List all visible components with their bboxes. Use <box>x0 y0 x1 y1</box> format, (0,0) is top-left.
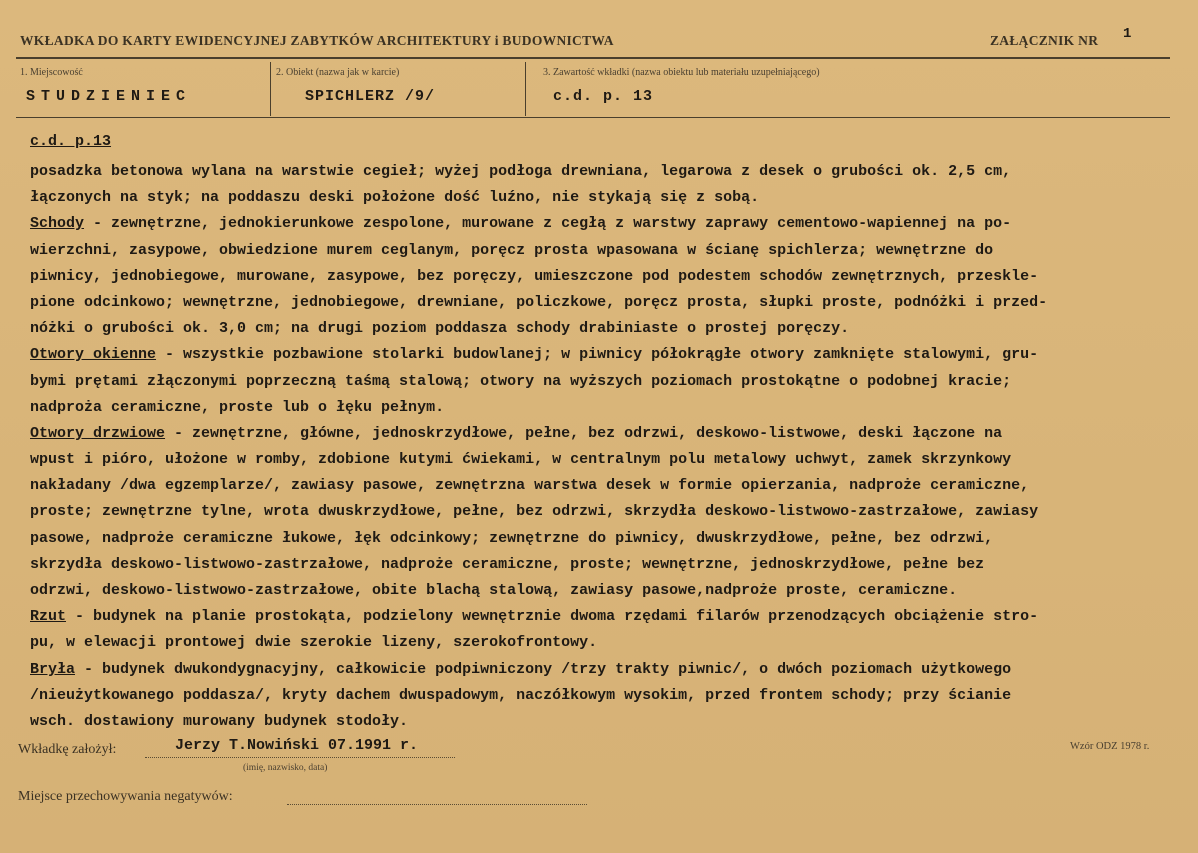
text-line: nadproża ceramiczne, proste lub o łęku pełnym. <box>30 398 445 416</box>
text-line <box>30 342 1175 368</box>
section-heading-stairs: Schody <box>30 215 85 233</box>
annex-label: ZAŁĄCZNIK NR <box>990 33 1099 48</box>
section-heading-plan: Rzut <box>30 608 67 626</box>
storage-dotted-line <box>287 804 587 805</box>
text-line <box>30 604 1175 630</box>
text-line: posadzka betonowa wylana na warstwie cegieł; wyżej podłoga drewniana, legarowa z desek o grubości ok. 2,5 cm, <box>30 163 1012 180</box>
text-line: pu, w elewacji prontowej dwie szerokie lizeny, szerokofrontowy. <box>30 634 598 652</box>
section-heading-windows: Otwory okienne <box>30 346 157 364</box>
annex-number: 1 <box>1123 26 1132 42</box>
storage-label: Miejsce przechowywania negatywów: <box>18 789 233 804</box>
object-label: 2. Obiekt (nazwa jak w karcie) <box>276 67 400 78</box>
text-line: pasowe, nadproże ceramiczne łukowe, łęk odcinkowy; zewnętrzne do piwnicy, dwuskrzydłowe, pełne, bez odrzwi, <box>30 529 994 547</box>
text-line: nóżki o grubości ok. 3,0 cm; na drugi poziom poddasza schody drabiniaste o prostej poręczy. <box>30 320 850 338</box>
section-heading-massing: Bryła <box>30 660 76 678</box>
card-title: WKŁADKA DO KARTY EWIDENCYJNEJ ZABYTKÓW ARCHITEKTURY i BUDOWNICTWA <box>20 33 614 48</box>
text-line: nakładany /dwa egzemplarze/, zawiasy pasowe, zewnętrzna warstwa desek w formie opierzania, nadproże ceramiczne, <box>30 477 1030 495</box>
text-line <box>30 421 1175 447</box>
section-heading-doors: Otwory drzwiowe <box>30 424 166 442</box>
text-span: - budynek dwukondygnacyjny, całkowicie podpiwniczony /trzy trakty piwnic/, o dwóch poziomach użytkowego <box>75 660 1012 678</box>
text-line <box>30 211 1175 237</box>
text-line: /nieużytkowanego poddasza/, kryty dachem dwuspadowym, naczółkowym wysokim, przed frontem schody; przy ścianie <box>30 686 1012 704</box>
content-value: c.d. p. 13 <box>553 88 654 105</box>
field-divider-1 <box>270 62 271 116</box>
text-span: - zewnętrzne, główne, jednoskrzydłowe, pełne, bez odrzwi, deskowo-listwowe, deski łączone na <box>165 424 1003 442</box>
text-line: skrzydła deskowo-listwowo-zastrzałowe, nadproże ceramiczne, proste; wewnętrzne, jednoskrzydłowe, pełne bez <box>30 555 985 573</box>
text-line: łączonych na styk; na poddaszu deski położone dość luźno, nie stykają się z sobą. <box>30 189 760 207</box>
text-line: odrzwi, deskowo-listwowo-zastrzałowe, obite blachą stalową, zawiasy pasowe,nadproże proste, ceramiczne. <box>30 582 958 599</box>
body-heading <box>30 133 111 150</box>
object-value: SPICHLERZ /9/ <box>305 88 436 105</box>
text-line: piwnicy, jednobiegowe, murowane, zasypowe, bez poręczy, umieszczone pod podestem schodów zewnętrznych, przeskle- <box>30 267 1039 285</box>
header-rule <box>16 57 1170 59</box>
form-code: Wzór ODZ 1978 r. <box>1070 741 1150 752</box>
author-value: Jerzy T.Nowiński 07.1991 r. <box>175 737 419 754</box>
text-line: wsch. dostawiony murowany budynek stodoły. <box>30 712 409 730</box>
content-label: 3. Zawartość wkładki (nazwa obiektu lub materiału uzupełniającego) <box>543 67 820 78</box>
author-dotted-line <box>145 757 455 758</box>
body-text <box>30 159 1175 735</box>
text-span: - zewnętrzne, jednokierunkowe zespolone, murowane z cegłą z warstwy zaprawy cementowo-wapiennej na po- <box>84 215 1012 233</box>
text-line: proste; zewnętrzne tylne, wrota dwuskrzydłowe, pełne, bez odrzwi, skrzydła deskowo-listwowo-zastrzałowe, zawiasy <box>30 503 1039 521</box>
place-value: STUDZIENIEC <box>26 88 192 105</box>
text-span: - budynek na planie prostokąta, podzielony wewnętrznie dwoma rzędami filarów przenodzących obciążenie stro- <box>66 608 1039 626</box>
fields-bottom-rule <box>16 117 1170 118</box>
author-label: Wkładkę założył: <box>18 742 117 757</box>
text-line: pione odcinkowo; wewnętrzne, jednobiegowe, drewniane, policzkowe, poręcz prosta, słupki proste, podnóżki i przed- <box>30 293 1048 311</box>
author-hint: (imię, nazwisko, data) <box>243 763 328 773</box>
body-heading-text: c.d. p.13 <box>30 133 112 150</box>
text-line: wierzchni, zasypowe, obwiedzione murem ceglanym, poręcz prosta wpasowana w ścianę spichlerza; wewnętrzne do <box>30 241 994 259</box>
text-line <box>30 657 1175 683</box>
field-divider-2 <box>525 62 526 116</box>
text-span: - wszystkie pozbawione stolarki budowlanej; w piwnicy półokrągłe otwory zamknięte stalowymi, gru- <box>156 346 1039 364</box>
place-label: 1. Miejscowość <box>20 67 83 78</box>
text-line: bymi prętami złączonymi poprzeczną taśmą stalową; otwory na wyższych poziomach prostokątne o podobnej kracie; <box>30 372 1012 390</box>
text-line: wpust i pióro, ułożone w romby, zdobione kutymi ćwiekami, w centralnym polu metalowy uchwyt, zamek skrzynkowy <box>30 451 1012 469</box>
